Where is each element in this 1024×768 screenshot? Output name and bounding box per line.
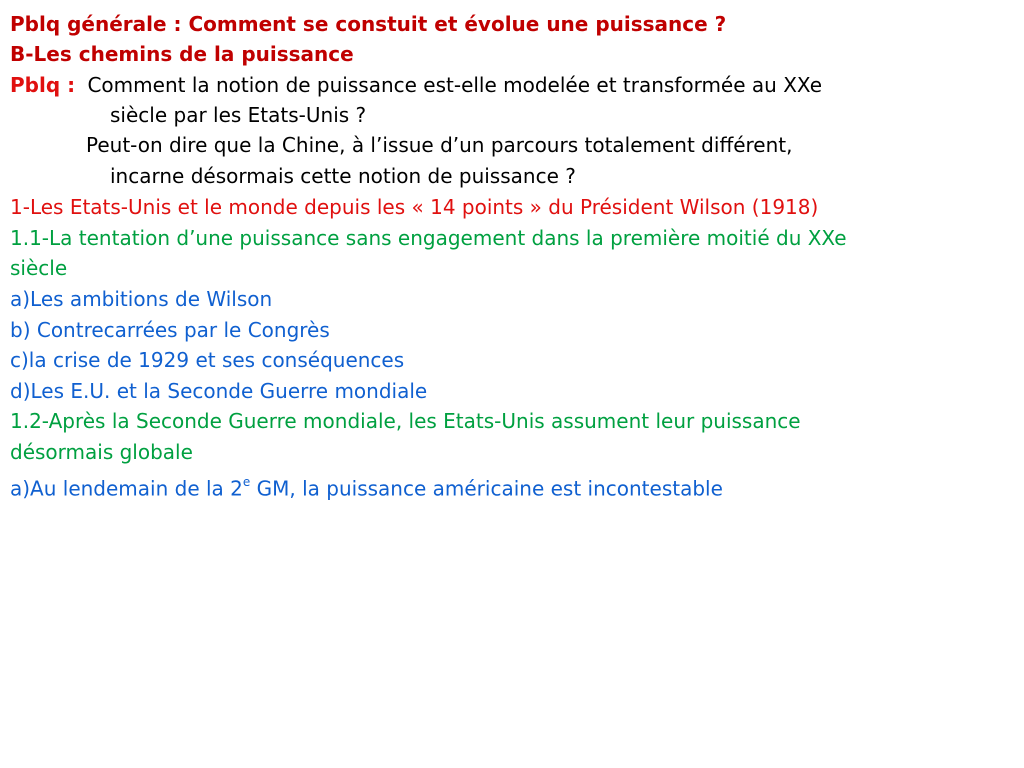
problem-question-1-continued: siècle par les Etats-Unis ? [110, 103, 367, 127]
subpart-1-1-title-continued: siècle [10, 256, 68, 280]
general-problem-heading: Pblq générale : Comment se constuit et évolue une puissance ? [10, 12, 727, 36]
subpart-1-2-title: 1.2-Après la Seconde Guerre mondiale, les Etats-Unis assument leur puissance [10, 409, 801, 433]
item-a-post-war-power [10, 469, 723, 499]
subpart-1-2-title-continued: désormais globale [10, 440, 193, 464]
problem-line [10, 70, 822, 100]
problem-question-2-continued: incarne désormais cette notion de puissance ? [110, 164, 576, 188]
item-d-second-world-war: d)Les E.U. et la Seconde Guerre mondiale [10, 379, 428, 403]
pblq-label: Pblq : [10, 73, 76, 97]
post-war-text-start: a)Au lendemain de la 2 [10, 476, 243, 501]
section-b-heading: B-Les chemins de la puissance [10, 42, 354, 66]
item-c-crisis-1929: c)la crise de 1929 et ses conséquences [10, 348, 405, 372]
problem-question-1: Comment la notion de puissance est-elle modelée et transformée au XXe [87, 73, 822, 97]
part-1-title: 1-Les Etats-Unis et le monde depuis les « 14 points » du Président Wilson (1918) [10, 195, 819, 219]
problem-question-2: Peut-on dire que la Chine, à l’issue d’un parcours totalement différent, [86, 133, 793, 157]
post-war-text-end: GM, la puissance américaine est incontestable [250, 476, 723, 501]
subpart-1-1-title: 1.1-La tentation d’une puissance sans engagement dans la première moitié du XXe [10, 226, 847, 250]
ordinal-superscript: e [242, 475, 251, 489]
item-b-congress: b) Contrecarrées par le Congrès [10, 318, 330, 342]
item-a-wilson-ambitions: a)Les ambitions de Wilson [10, 287, 273, 311]
